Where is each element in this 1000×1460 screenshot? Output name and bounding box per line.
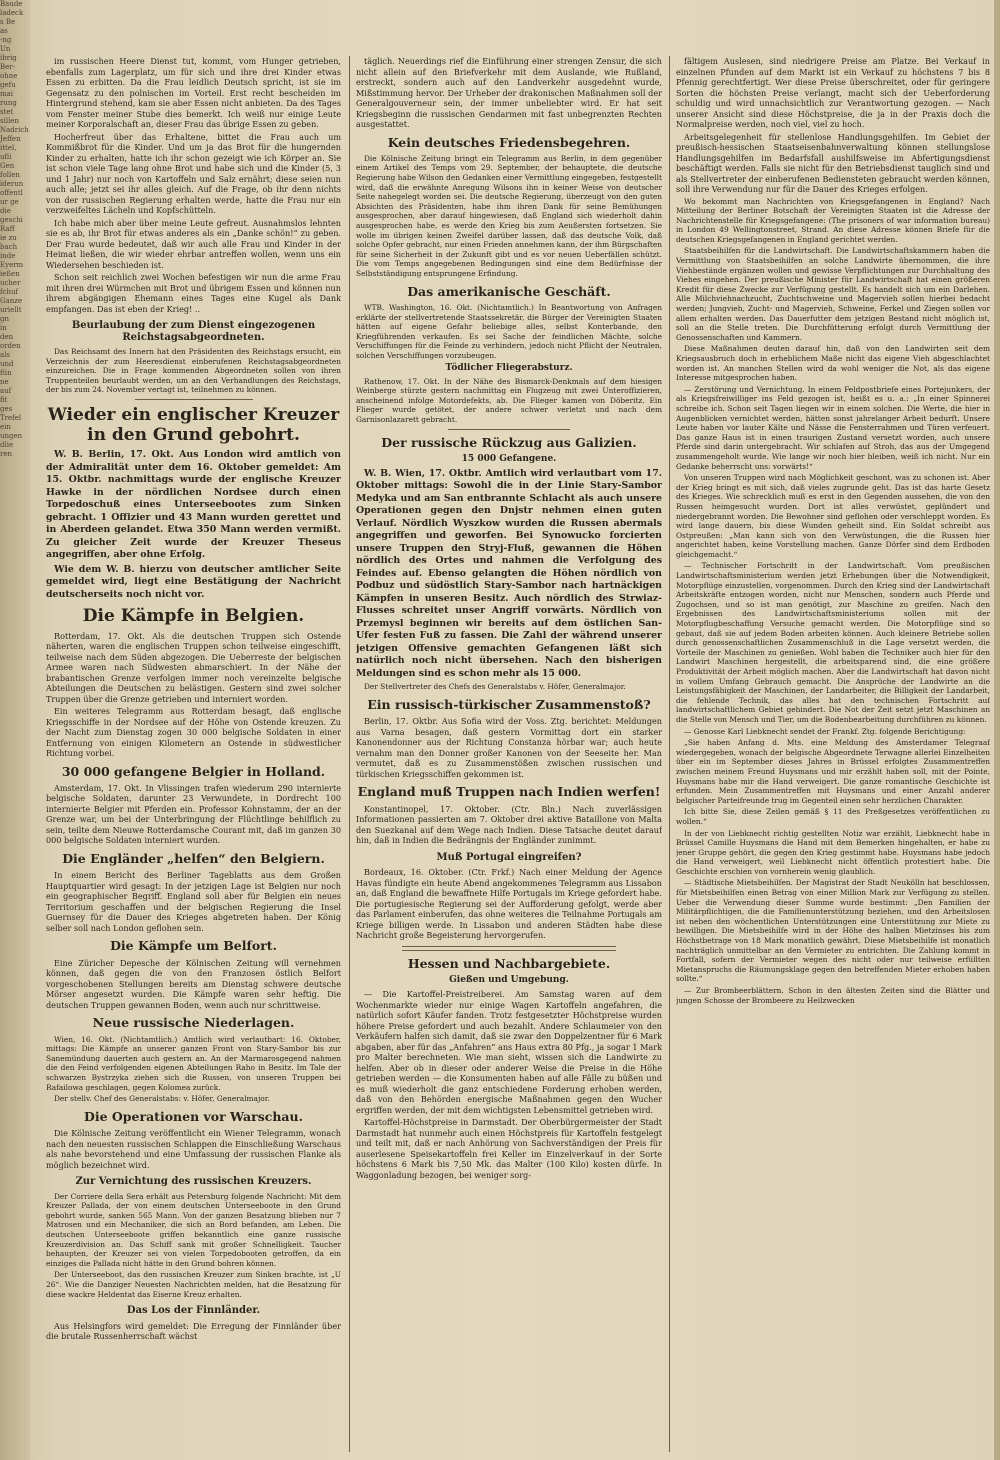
article-text: — Zur Brombeerblättern. Schon in den ältesten Zeiten sind die Blätter und jungen Schosse der Brombeere zu Heilzwecken: [676, 986, 990, 1005]
gutter-fragment: Raff: [0, 225, 15, 233]
gutter-fragment: und: [0, 360, 14, 368]
column-2: [356, 56, 662, 1452]
article-text: fältigem Auslesen, sind niedrigere Preise am Platze. Bei Verkauf in einzelnen Pfunden auf dem Markt ist ein Verkauf zu höchstens 7 bis 8 Pfennig gerechtfertigt. Wer diese Preise überschreitet, oder für geringere Sorten die höchsten Preise verlangt, macht sich der Ueberforderung schuldig und wird unnachsichtlich zur Verantwortung gezogen. — Nach unserer Ansicht sind diese Höchstpreise, die ja in der Praxis doch die Normalpreise werden, noch viel, viel zu hoch.: [676, 56, 990, 129]
article-text: — Städtische Mietsbeihilfen. Der Magistrat der Stadt Neukölln hat beschlossen, für Mietsbeihilfen einen Betrag von einer Million Mark zur Verfügung zu stellen. Ueber die Verwendung dieser Summe wurde bestimmt: „Den Familien der Militärpflichtigen, die die Familienunterstützung beziehen, und den Arbeitslosen ist neben den wöchentlichen Unterstützungen eine Unterstützung zur Miete zu bewilligen. Die Mietsbeihilfe wird in der Höhe des halben Mietzinses bis zum Höchstbetrage von 18 Mark monatlich gewährt. Diese Mietsbeihilfe ist monatlich nachträglich unmittelbar an den Vermieter zu entrichten. Die Zahlung kommt in Fortfall, sofern der Vermieter wegen des nicht oder nur teilweise erfüllten Mietanspruchs die Räumungsklage gegen den betreffenden Mieter erhoben haben sollte.“: [676, 878, 990, 984]
gutter-fragment: Nadrich: [0, 126, 29, 134]
gutter-fragment: ittel,: [0, 144, 17, 152]
column-3: [676, 56, 990, 1452]
article-text: Diese Maßnahmen deuten darauf hin, daß von den Landwirten seit dem Kriegsausbruch doch in erheblichem Maße nicht das eigene Vieh abgeschlachtet worden ist. An manchen Stellen wird da wohl weniger die Not, als das eigene Interesse mitgesprochen haben.: [676, 344, 990, 383]
gutter-fragment: in: [0, 324, 7, 332]
article-text: Bordeaux, 16. Oktober. (Ctr. Frkf.) Nach einer Meldung der Agence Havas fündigte ein heute Abend angekommenes Telegramm aus Lissabon an, daß England die bewaffnete Hilfe Portugals im Kriege gefordert habe. Die portugiesische Regierung sei der Aufforderung gefolgt, werde aber das Parlament einberufen, das ohne weiteres die Teilnahme Portugals am Kriege billigen werde. In Lissabon und anderen Städten habe diese Nachricht große Begeisterung hervorgerufen.: [356, 867, 662, 941]
column-rule: [349, 56, 350, 1452]
gutter-fragment: Gen: [0, 162, 15, 170]
article-text: Ein weiteres Telegramm aus Rotterdam besagt, daß englische Kriegsschiffe in der Nordsee auf der Höhe von Ostende kreuzen. Zu der Nacht zum Dienstag zogen 30 000 belgische Soldaten in einer Entfernung von einigen Kilometern an Ostende in südwestlicher Richtung vorbei.: [46, 706, 341, 759]
article-text: Wie dem W. B. hierzu von deutscher amtlicher Seite gemeldet wird, liegt eine Bestätigung der Nachricht deutscherseits noch nicht vor.: [46, 563, 341, 600]
headline: Neue russische Niederlagen.: [92, 1015, 295, 1031]
gutter-fragment: ießen: [0, 270, 20, 278]
article-text: W. B. Wien, 17. Oktbr. Amtlich wird verlautbart vom 17. Oktober mittags: Sowohl die in der Linie Stary-Sambor Medyka und am San entbrannte Schlacht als auch unsere Operationen gegen den Dnjstr nehmen einen guten Verlauf. Nördlich Wyszkow wurden die Russen abermals angegriffen und geworfen. Bei Synowucko forcierten unsere Truppen den Stryj-Fluß, gewannen die Höhen nördlich des Ortes und nahmen die Verfolgung des Feindes auf. Ebenso gelangten die Höhen nördlich von Podbuz und südöstlich Stary-Sambor nach hartnäckigen Kämpfen in unseren Besitz. Auch nördlich des Strwiaz-Flusses schreitet unser Angriff vorwärts. Nördlich von Przemysl beginnen wir bereits auf dem östlichen San-Ufer festen Fuß zu fassen. Die Zahl der während unserer jetzigen Offensive gemachten Gefangenen läßt sich natürlich noch nicht übersehen. Nach den bisherigen Meldungen sind es schon mehr als 15 000.: [356, 467, 662, 679]
gutter-fragment: fün: [0, 369, 12, 377]
gutter-fragment: inde: [0, 252, 16, 260]
subheadline: Tödlicher Fliegerabsturz.: [445, 362, 573, 373]
article-text: Von unseren Truppen wird nach Möglichkeit geschont, was zu schonen ist. Aber der Krieg bringt es mit sich, daß vieles zugrunde geht. Das ist das harte Gesetz des Krieges. Wie schrecklich muß es erst in den Gegenden aussehen, die von den Russen heimgesucht wurden. Dort ist alles verwüstet, geplündert und niedergebrannt worden. Die Bewohner sind geflohen oder verschleppt worden. Es wird lange dauern, bis diese Wunden geheilt sind. Ein Soldat schreibt aus Ostpreußen: „Man kann sich von den Verwüstungen, die die Russen hier angerichtet haben, keine Vorstellung machen. Ganze Dörfer sind dem Erdboden gleichgemacht.“: [676, 473, 990, 559]
section-headline: Hessen und Nachbargebiete.: [407, 955, 611, 971]
gutter-fragment: mai: [0, 90, 14, 98]
article-signature: Der stellv. Chef des Generalstabs: v. Höfer, Generalmajor.: [54, 1094, 270, 1104]
headline: Die Operationen vor Warschau.: [84, 1108, 303, 1124]
headline: 30 000 gefangene Belgier in Holland.: [61, 763, 326, 779]
headline: Muß Portugal eingreifen?: [436, 851, 582, 863]
article-text: — Zerstörung und Vernichtung. In einem Feldpostbriefe eines Portejunkers, der als Kriegsfreiwilliger ins Feld gezogen ist, heißt es u. a.: „In einer Spinnerei schreibe ich. Schon seit Tagen liegen wir in einem solchen. Die Werte, die hier in Augenblicken vernichtet werden, hätten sonst jahrelanger Arbeit bedurft. Unsere Leute haben vor lauter Kälte und Nässe die Fensterrahmen und Türen verfeuert. Das ganze Haus ist in einen traurigen Zustand versetzt worden, auch unsere Pferde sind darin untergebracht. Wir schlafen auf Stroh, das aus der Umgegend zusammengeholt wurde. Wie lange wir noch hier bleiben, weiß ich nicht. Nur ein Gedanke beherrscht uns: vorwärts!“: [676, 384, 990, 471]
gutter-fragment: gn: [0, 315, 9, 323]
column-rule: [669, 56, 670, 1452]
article-text: — Technischer Fortschritt in der Landwirtschaft. Vom preußischen Landwirtschaftsministerium werden jetzt Erhebungen über die Notwendigkeit, Motorpflüge einzustellen, vorgenommen. Durch den Krieg sind der Landwirtschaft Arbeitskräfte entzogen worden, nicht nur Menschen, sondern auch Pferde und Zugochsen, und so ist man genötigt, zur Maschine zu greifen. Nach den Ergebnissen des Landwirtschaftsministeriums sollen mit der Motorpflugbeschaffung Versuche gemacht werden. Die Motorpflüge sind so gebaut, daß sie auf jedem Boden arbeiten können. Auch kleinere Betriebe sollen durch genossenschaftlichen Zusammenschluß in die Lage versetzt werden, die Vorteile der Maschinen zu genießen. Wohl haben die Techniker auch hier für den Landwirt Maschinen hergestellt, die arbeitsparend sind, die eine größere Produktivität der Arbeit möglich machen. Aber die Landwirtschaft hat davon nicht in vollem Umfang Gebrauch gemacht. Die Ansprüche der Landwirte an die Leistungsfähigkeit der Maschinen, der Landarbeiter, die Billigkeit der Landarbeit, die fehlende Technik, das alles hat den technischen Fortschritt auf landwirtschaftlichem Gebiet gehindert. Die Not der Zeit setzt jetzt Maschinen an die Stelle von Mensch und Tier, um die Bodenbearbeitung durchführen zu können.: [676, 561, 990, 724]
gutter-fragment: -ng: [0, 36, 12, 44]
gutter-fragment: Jeffen: [0, 135, 21, 143]
article-text: Wo bekommt man Nachrichten von Kriegsgefangenen in England? Nach Mitteilung der Berliner Botschaft der Vereinigten Staaten ist die Adresse der Nachrichtenstelle für Kriegsgefangene: (The prisoners of war information bureau) in London 49 Wellingtonstreet, Strand. An diese Adresse können Briefe für die deutschen Kriegsgefangenen in England gerichtet werden.: [676, 196, 990, 244]
gutter-fragment: Trefel: [0, 414, 22, 422]
gutter-fragment: gefu: [0, 81, 16, 89]
article-text: Konstantinopel, 17. Oktober. (Ctr. Bln.) Nach zuverlässigen Informationen passierten am 7. Oktober drei aktive Bataillone von Malta den Suezkanal auf dem Wege nach Indien. Diese Tatsache deutet darauf hin, daß in Indien die Bedrängnis der Engländer zunimmt.: [356, 803, 662, 846]
headline: Der russische Rückzug aus Galizien.: [381, 434, 637, 450]
article-text: Kartoffel-Höchstpreise in Darmstadt. Der Oberbürgermeister der Stadt Darmstadt hat nunmehr auch einen Höchstpreis für Kartoffeln festgelegt und teilt mit, daß er nach Anhörung von Sachverständigen der Preis für auserlesene Speisekartoffeln frei Keller im Einzelverkauf in der Sorte höchstens 6 Mark bis 7,50 Mk. das Malter (100 Kilo) kosten dürfe. In Waggonladung bezogen, bei weniger sorg-: [356, 1117, 662, 1180]
gutter-fragment: fit: [0, 396, 8, 404]
gutter-fragment: Ber-: [0, 63, 15, 71]
gutter-fragment: ren: [0, 450, 12, 458]
gutter-fragment: den: [0, 333, 14, 341]
gutter-fragment: ohne: [0, 72, 18, 80]
gutter-fragment: ne: [0, 378, 9, 386]
subheadline: 15 000 Gefangene.: [461, 453, 557, 464]
gutter-fragment: ibrig: [0, 54, 17, 62]
article-text: Der Corriere della Sera erhält aus Petersburg folgende Nachricht: Mit dem Kreuzer Pallada, der von einem deutschen Unterseeboote in den Grund gebohrt wurde, sanken 565 Mann. Von der ganzen Besatzung blieben nur 7 Matrosen und ein Mechaniker, die sich an Bord befanden, am Leben. Die deutschen Unterseeboote griffen bekanntlich eine ganze russische Kreuzerdivision an. Das Schiff sank mit großer Schnelligkeit. Taucher behaupten, der Kreuzer sei von vielen Torpedobooten getroffen, da ein einziges die Pallada nicht hätte in den Grund bohren können.: [46, 1191, 341, 1268]
gutter-fragment: ein: [0, 423, 11, 431]
article-signature: Der Stellvertreter des Chefs des Generalstabs v. Höfer, Generalmajor.: [364, 682, 626, 692]
article-text: im russischen Heere Dienst tut, kommt, vom Hunger getrieben, ebenfalls zum Lagerplatz, um für sich und ihre drei Kinder etwas Essen zu erbitten. Da die Frau leidlich Deutsch spricht, ist sie im Gegensatz zu den polnischen im Vorteil. Erst recht bescheiden im Hintergrund stehend, kam sie aber Essen nicht anbieten. Da des Tages vom Fenster meiner Stube dies bemerkt. Ich weiß nur einige Leute meiner Korporalschaft an, dieser Frau das übrige Essen zu geben.: [46, 56, 341, 129]
headline: England muß Truppen nach Indien werfen!: [357, 784, 661, 800]
gutter-fragment: bach: [0, 243, 18, 251]
article-text: Wien, 16. Okt. (Nichtamtlich.) Amtlich wird verlautbart: 16. Oktober, mittags: Die Kämpfe an unserer ganzen Front von Stary-Sambor bis zur Sanemündung dauerten auch gestern an. An der Marmarosgegend nahmen die den Feind verfolgenden eigenen Abteilungen Raho in Besitz. Im Tale der schwarzen Bystrzyka ziehen sich die Russen, von unseren Truppen bei Rafailowa geschlagen, gegen Kolomea zurück.: [46, 1034, 341, 1092]
gutter-fragment: die: [0, 207, 11, 215]
gutter-fragment: als: [0, 351, 11, 359]
gutter-fragment: uriellt: [0, 306, 22, 314]
article-text: Hocherfreut über das Erhaltene, bittet die Frau auch um Kommißbrot für die Kinder. Und um ja das Brot für die hungernden Kinder zu erhalten, hatte ich ihr schon gezeigt wie ich Körper an. Sie ist schon viele Tage lang ohne Brot und habe sich und die Kinder (5, 3 und 1 Jahr) nur noch von Kartoffeln und Salz ernährt; diese seien nun auch alle; jetzt sei ihr alles gleich. Auf die Frage, ob ihr denn nichts von der russischen Regierung erhalten werde, hatte die Frau nur ein verzweifeltes Lächeln und Kopfschütteln.: [46, 131, 341, 215]
column-1: [46, 56, 341, 1452]
gutter-fragment: Ganze: [0, 297, 23, 305]
headline: Kein deutsches Friedensbegehren.: [387, 134, 631, 150]
article-text: Ich habe mich aber über meine Leute gefreut. Ausnahmslos lehnten sie es ab, ihr Brot für etwas anderes als ein „Danke schön!“ zu geben. Der Frau wurde bedeutet, daß wir auch alle Frau und Kinder in der Heimat ließen, die wir wieder ehrbar antreffen wollen, wenn uns ein Wiedersehen beschieden ist.: [46, 217, 341, 270]
article-text: In einem Bericht des Berliner Tageblatts aus dem Großen Hauptquartier wird gesagt: In der jetzigen Lage ist Belgien nur noch ein geographischer Begriff. England soll aber für Belgien ein neues Territorium geschaffen und der belgischen Regierung die Insel Guernsey für die Dauer des Krieges abgetreten haben. Der König selber soll nach London geflohen sein.: [46, 870, 341, 933]
headline: Die Engländer „helfen“ den Belgiern.: [62, 850, 325, 866]
gutter-fragment: orden: [0, 342, 21, 350]
divider: [448, 429, 570, 430]
gutter-fragment: follen: [0, 171, 20, 179]
article-text: Das Reichsamt des Innern hat den Präsidenten des Reichstags ersucht, ein Verzeichnis der zum Heeresdienst einberufenen Reichstagsabgeordneten einzureichen. Die in Frage kommenden Abgeordneten sollen von ihren Truppenteilen beurlaubt werden, um an den Verhandlungen des Reichstags, der bis zum 24. November vertagt ist, teilnehmen zu können.: [46, 347, 341, 395]
subheadline: Gießen und Umgebung.: [449, 975, 569, 986]
gutter-fragment: rung: [0, 99, 17, 107]
article-text: Arbeitsgelegenheit für stellenlose Handlungsgehilfen. Im Gebiet der preußisch-hessischen Staatseisenbahnverwaltung können stellungslose Handlungsgehilfen im Bedarfsfall aushilfsweise im Abfertigungsdienst beschäftigt werden. Falls sie nicht für den Betriebsdienst tauglich sind und als Stellvertreter der einberufenen Bediensteten gebraucht werden können, soll ihre Verwendung nur für die Dauer des Krieges erfolgen.: [676, 131, 990, 194]
gutter-fragment: s Be: [0, 18, 16, 26]
article-text: Staatsbeihilfen für die Landwirtschaft. Die Landwirtschaftskammern haben die Vermittlung von Staatsbeihilfen an solche Landwirte übernommen, die ihre Viehbestände ergänzen wollen und gewisse Verpflichtungen zur Durchhaltung des Viehes eingehen. Der preußische Minister für Landwirtschaft hat einen größeren Kredit für diese Zwecke zur Verfügung gestellt. Es handelt sich um ein Darlehen. Alle Milchviehnachzucht, Zuchtschweine und Magervieh sollen hierbei bedacht werden; Jungvieh, Zucht- und Magervieh, Schweine, Ferkel und Ziegen sollen vor allem erhalten werden. Das Dauerfutter dem jetzigen Bestand nicht möglich ist, soll an die Stelle treten. Die Durchfütterung erfolgt durch Vermittlung der Genossenschaften und Kammern.: [676, 246, 990, 342]
article-text: WTB. Washington, 16. Okt. (Nichtamtlich.) In Beantwortung von Anfragen erklärte der stellvertretende Staatssekretär, die Bürger der Vereinigten Staaten hätten auf eigene Gefahr beliebige alles, selbst Konterbande, den Kriegführenden verkaufen. Es sei Sache der feindlichen Mächte, solche Verschiffungen für die Feinde zu verhindern, jedoch nicht Pflicht der Neutralen, solchen Verschiffungen vorzubeugen.: [356, 302, 662, 360]
article-text: Der Unterseeboot, das den russischen Kreuzer zum Sinken brachte, ist „U 26“. Wie die Danziger Neuesten Nachrichten melden, hat die Besatzung für diese wackre Heldentat das Eiserne Kreuz erhalten.: [46, 1270, 341, 1299]
gutter-fragment: ges: [0, 405, 13, 413]
article-text: täglich. Neuerdings rief die Einführung einer strengen Zensur, die sich nicht allein auf den Briefverkehr mit dem Auslande, wie Rußland, erstreckt, sondern auch auf den Landverkehr ausgedehnt wurde, Mißstimmung hervor. Der Urheber der drakonischen Maßnahmen soll der Generalgouverneur sein, der immer unbeliebter wird. Er hat seit Kriegsbeginn die russischen Gendarmen mit fast unbegrenzten Rechten ausgestattet.: [356, 56, 662, 129]
article-text: Schon seit reichlich zwei Wochen befestigen wir nun die arme Frau mit ihren drei Würmchen mit Brot und übrigem Essen und können nun ihrem abgängigen Ehemann eines Tages eine Kugel als Dank empfangen. Das ist eben der Krieg! ..: [46, 272, 341, 314]
gutter-fragment: ungen: [0, 432, 23, 440]
article-text: Die Kölnische Zeitung veröffentlicht ein Wiener Telegramm, wonach nach den neuesten russischen Schlappen die Einschließung Warschaus als nahe bevorstehend und eine Umfassung der russischen Flanke als möglich bezeichnet wird.: [46, 1128, 341, 1170]
left-gutter-fragment: [0, 0, 30, 1460]
gutter-fragment: iderun: [0, 180, 24, 188]
gutter-fragment: geschi: [0, 216, 23, 224]
gutter-fragment: offentl: [0, 189, 23, 197]
article-text: Eine Züricher Depesche der Kölnischen Zeitung will vernehmen können, daß gegen die von den Franzosen östlich Belfort vorgeschobenen Stellungen bereits am Dienstag schwere deutsche Mörser angesetzt wurden. Die Kämpfe waren sehr heftig. Die deutschen Truppen gewannen Boden, wenn auch nur schrittweise.: [46, 957, 341, 1010]
right-page-edge: [994, 0, 1000, 1460]
gutter-fragment: fchuf: [0, 288, 19, 296]
article-text: Rathenow, 17. Okt. In der Nähe des Bismarck-Denkmals auf dem hiesigen Weinberge stürzte gestern nachmittag ein Flugzeug mit zwei Unteroffizieren, anscheinend infolge Motordefekts, ab. Die Flieger kamen von Döberitz. Ein Flieger wurde getötet, der andere schwer verletzt und nach dem Garnisonlazarett gebracht.: [356, 376, 662, 424]
article-text: Rotterdam, 17. Okt. Als die deutschen Truppen sich Ostende näherten, waren die englischen Truppen schon teilweise eingeschifft, teilweise nach dem Süden abgezogen. Die Ueberreste der belgischen Armee waren nach Südwesten abmarschiert. In der Nähe der brabantischen Grenze verfolgen immer noch vereinzelte belgische Abteilungen die Deutschen zu belästigen. Gestern sind zwei solcher Truppen über die Grenze getrieben und interniert worden.: [46, 630, 341, 704]
divider: [135, 399, 253, 400]
article-text: W. B. Berlin, 17. Okt. Aus London wird amtlich von der Admiralität unter dem 16. Oktober gemeldet: Am 15. Oktbr. nachmittags wurde der englische Kreuzer Hawke in der nördlichen Nordsee durch einen Torpedoschuß eines Unterseebootes zum Sinken gebracht. 1 Offizier und 43 Mann wurden gerettet und in Aberdeen gelandet. Etwa 350 Mann werden vermißt. Zu gleicher Zeit wurde der Kreuzer Theseus angegriffen, aber ohne Erfolg.: [46, 449, 341, 561]
article-text: Berlin, 17. Oktbr. Aus Sofia wird der Voss. Ztg. berichtet: Meldungen aus Varna besagen, daß gestern Vormittag dort ein starker Kanonendonner aus der Richtung Constanza hörbar war; auch heute vernahm man den Donner großer Kanonen von der Seeseite her. Man vermutet, daß es zu Zusammenstößen zwischen russischen und türkischen Kriegsschiffen gekommen ist.: [356, 716, 662, 779]
gutter-fragment: ladeck: [0, 9, 24, 17]
gutter-fragment: as: [0, 27, 8, 35]
gutter-fragment: ucher: [0, 279, 21, 287]
gutter-fragment: sillen: [0, 117, 19, 125]
gutter-fragment: dlie: [0, 441, 14, 449]
headline: Beurlaubung der zum Dienst eingezogenen Reichstagsabgeordneten.: [71, 320, 316, 343]
section-divider: [402, 946, 616, 951]
gutter-fragment: ufli: [0, 153, 12, 161]
article-text: Die Kölnische Zeitung bringt ein Telegramm aus Berlin, in dem gegenüber einem Artikel des Temps vom 29. September, der behauptete, die deutsche Regierung habe Wilson den Gedanken einer Vermittlung eingegeben, festgestellt wird, daß die erwähnte Anregung Wilsons ihn in keiner Weise von deutscher Seite nahegelegt worden sei. Die deutsche Regierung, überzeugt von den guten Absichten des Präsidenten, habe ihm ihren Dank für seine Bemühungen ausgesprochen, aber darauf hingewiesen, daß England sich wiederholt dahin ausgesprochen habe, es werde den Krieg bis zum Aeußersten fortsetzen. Sie wolle im übrigen keinen Zweifel darüber lassen, daß das deutsche Volk, daß solche Opfer gebracht, nur einen Frieden annehmen kann, der ihm Bürgschaften für seine Sicherheit in der Zukunft gibt und es vor neuen Ueberfällen schützt. Die vom Temps angegebenen Bedingungen sind eine dem Bedürfnisse der Selbstständigung entsprungene Erfindung.: [356, 153, 662, 278]
article-text: „Sie haben Anfang d. Mts. eine Meldung des Amsterdamer Telegraaf wiedergegeben, wonach der belgische Abgeordnete Terwagne allerlei Einzelheiten über ein im September dieses Jahres in Brüssel erfolgtes Zusammentreffen zwischen meinem Freund Huysmans und mir erzählt haben soll, mit der Pointe, Huysmans habe mir die Hand verweigert. Die ganze romantische Geschichte ist erfunden. Mein Zusammentreffen mit Huysmans und einer Anzahl anderer belgischer Parteifreunde trug im Gegenteil einen sehr herzlichen Charakter.: [676, 738, 990, 805]
gutter-fragment: ur ge: [0, 198, 19, 206]
headline: Ein russisch-türkischer Zusammenstoß?: [367, 696, 651, 712]
headline: Zur Vernichtung des russischen Kreuzers.: [75, 1176, 312, 1188]
article-text: Aus Helsingfors wird gemeldet: Die Erregung der Finnländer über die brutale Russenherrschaft wächst: [46, 1320, 341, 1342]
article-text: — Die Kartoffel-Preistreiberei. Am Samstag waren auf dem Wochenmarkte wieder nur einige Wagen Kartoffeln angefahren, die natürlich sofort Käufer fanden. Trotz festgesetzter Höchstpreise wurden höhere Preise gefordert und auch bezahlt. Andere Schlaumeier von den Verkäufern halfen sich damit, daß sie zwar den Doppelzentner für 6 Mark abgaben, aber für das „Anfahren“ ans Haus extra 80 Pfg., ja sogar 1 Mark pro Malter berechneten. Wie man sieht, wissen sich die Landwirte zu helfen. Aber ob in dieser oder anderer Weise die Preise in die Höhe getrieben werden — die Konsumenten haben auf alle Fälle zu büßen und es muß wiederholt die ganz entschiedene Forderung erhoben werden, daß von den Behörden energische Maßnahmen gegen den Wucher ergriffen werden, der mit dem wichtigsten Lebensmittel getrieben wird.: [356, 989, 662, 1115]
headline: Die Kämpfe in Belgien.: [82, 606, 305, 627]
headline: Das Los der Finnländer.: [126, 1305, 261, 1317]
article-text: In der von Liebknecht richtig gestellten Notiz war erzählt, Liebknecht habe in Brüssel Camille Huysmans die Hand mit dem Bemerken hingehalten, er habe zu jener Gruppe gehört, die gegen den Krieg gestimmt habe. Huysmans habe jedoch die Hand verweigert, weil Liebknecht nicht öffentlich protestiert habe. Die Geschichte erschien von vornherein wenig glaublich.: [676, 828, 990, 876]
gutter-fragment: Eyerm: [0, 261, 24, 269]
article-text: — Genosse Karl Liebknecht sendet der Frankf. Ztg. folgende Berichtigung:: [684, 726, 966, 736]
headline: Die Kämpfe um Belfort.: [110, 938, 277, 954]
headline: Das amerikanische Geschäft.: [407, 283, 611, 299]
gutter-fragment: stet: [0, 108, 14, 116]
article-text: Ich bitte Sie, diese Zeilen gemäß § 11 des Preßgesetzes veröffentlichen zu wollen.“: [676, 807, 990, 826]
gutter-fragment: Baude: [0, 0, 23, 8]
gutter-fragment: auf: [0, 387, 12, 395]
gutter-fragment: Un: [0, 45, 11, 53]
article-text: Amsterdam, 17. Okt. In Vlissingen trafen wiederum 290 internierte belgische Soldaten, darunter 23 Verwundete, in Dordrecht 100 internierte Belgier mit Pferden ein. Professor Kohnstamm, der an der Grenze war, um bei der Unterbringung der Flüchtlinge behilflich zu sein, teilte dem Nieuwe Rotterdamsche Courant mit, daß im ganzen 30 000 belgische Soldaten interniert wurden.: [46, 782, 341, 846]
headline: Wieder ein englischer Kreuzer in den Grund gebohrt.: [47, 404, 340, 445]
gutter-fragment: ie zu: [0, 234, 17, 242]
